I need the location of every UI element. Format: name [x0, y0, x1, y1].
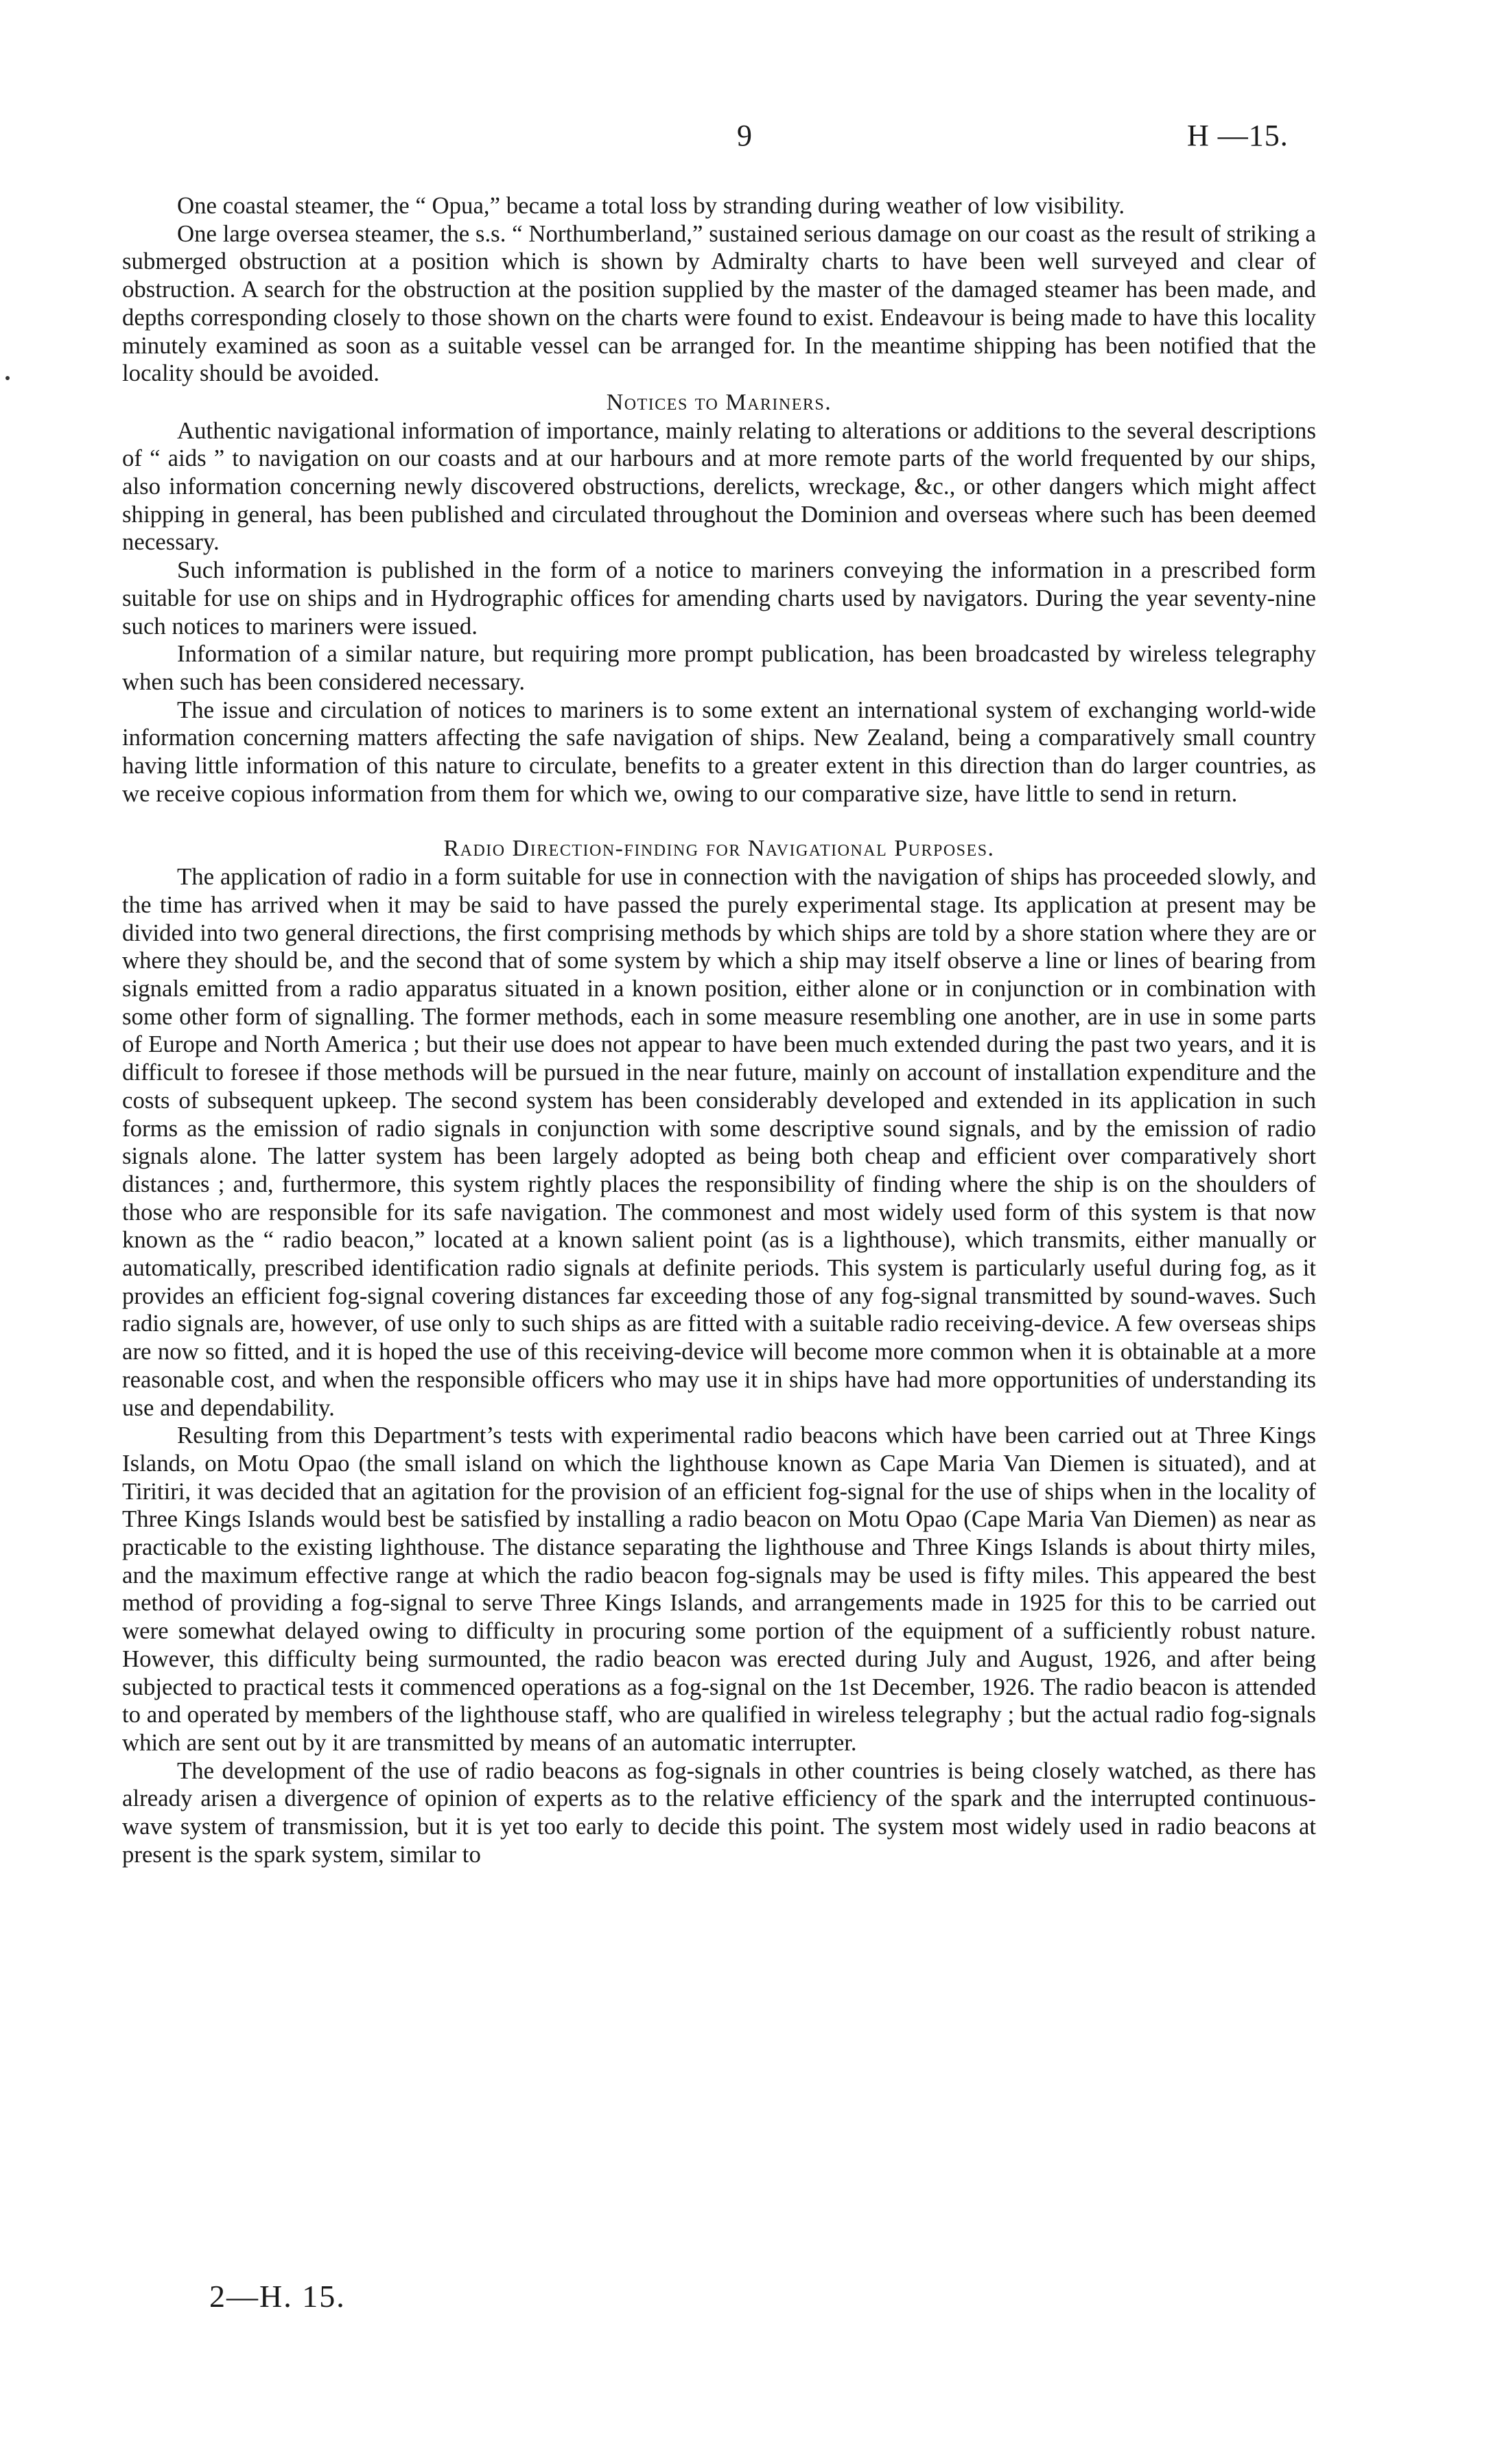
- page-number: 9: [737, 119, 752, 152]
- section-heading-radio: Radio Direction-finding for Navigational Purposes.: [443, 836, 995, 862]
- paragraph-notice-form: Such information is published in the form of a notice to mariners conveying the information in a prescribed form suitable for use on ships and in Hydrographic offices for amending charts used by navigators. During the year seventy-nine such notices to mariners were issued.: [122, 556, 1316, 640]
- paragraph-radio-development: The development of the use of radio beacons as fog-signals in other countries is being closely watched, as there has already arisen a divergence of opinion of experts as to the relative efficiency of the spark and the interrupted continuous-wave system of transmission, but it is yet too early to decide this point. The system most widely used in radio beacons at present is the spark system, similar to: [122, 1757, 1316, 1868]
- paragraph-wireless-broadcast: Information of a similar nature, but requiring more prompt publication, has been broadcasted by wireless telegraphy when such has been considered necessary.: [122, 640, 1316, 695]
- paragraph-radio-beacon-tests: Resulting from this Department’s tests with experimental radio beacons which have been carried out at Three Kings Islands, on Motu Opao (the small island on which the lighthouse known as Cape Maria Van Diemen is situated), and at Tiritiri, it was decided that an agitation for the provision of an efficient fog-signal for the use of ships when in the locality of Three Kings Islands would best be satisfied by installing a radio beacon on Motu Opao (Cape Maria Van Diemen) as near as practicable to the existing lighthouse. The distance separating the lighthouse and Three Kings Islands is about thirty miles, and the maximum effective range at which the radio beacon fog-signals may be used is fifty miles. This appeared the best method of providing a fog-signal to serve Three Kings Islands, and arrangements made in 1925 for this to be carried out were somewhat delayed owing to difficulty in procuring some portion of the equipment of a sufficiently robust nature. However, this difficulty being surmounted, the radio beacon was erected during July and August, 1926, and after being subjected to practical tests it commenced operations as a fog-signal on the 1st December, 1926. The radio beacon is attended to and operated by members of the lighthouse staff, who are qualified in wireless telegraphy ; but the actual radio fog-signals which are sent out by it are transmitted by means of an automatic interrupter.: [122, 1422, 1316, 1756]
- margin-mark: [5, 376, 10, 380]
- body-text: [122, 192, 1316, 1868]
- section-heading-notices: Notices to Mariners.: [606, 389, 832, 415]
- footer-signature: 2—H. 15.: [209, 2279, 346, 2314]
- paragraph-northumberland: One large oversea steamer, the s.s. “ Northumberland,” sustained serious damage on our coast as the result of striking a submerged obstruction at a position which is shown by Admiralty charts to have been well surveyed and clear of obstruction. A search for the obstruction at the position supplied by the master of the damaged steamer has been made, and depths corresponding closely to those shown on the charts were found to exist. Endeavour is being made to have this locality minutely examined as soon as a suitable vessel can be arranged for. In the meantime shipping has been notified that the locality should be avoided.: [122, 220, 1316, 387]
- paragraph-radio-application: The application of radio in a form suitable for use in connection with the navigation of ships has proceeded slowly, and the time has arrived when it may be said to have passed the purely experimental stage. Its application at present may be divided into two general directions, the first comprising methods by which ships are told by a shore station where they are or where they should be, and the second that of some system by which a ship may itself observe a line or lines of bearing from signals emitted from a radio apparatus situated in a known position, either alone or in conjunction or in combination with some other form of signalling. The former methods, each in some measure resembling one another, are in use in some parts of Europe and North America ; but their use does not appear to have been much extended during the past two years, and it is difficult to foresee if those methods will be pursued in the near future, mainly on account of installation expenditure and the costs of subsequent upkeep. The second system has been considerably developed and extended in its application in such forms as the emission of radio signals in conjunction with some descriptive sound signals, and by the emission of radio signals alone. The latter system has been largely adopted as being both cheap and efficient over comparatively short distances ; and, furthermore, this system rightly places the responsibility of finding where the ship is on the shoulders of those who are responsible for its safe navigation. The commonest and most widely used form of this system is that now known as the “ radio beacon,” located at a known salient point (as is a lighthouse), which transmits, either manually or automatically, prescribed identification radio signals at definite periods. This system is particularly useful during fog, as it provides an efficient fog-signal covering distances far exceeding those of any fog-signal transmitted by sound-waves. Such radio signals are, however, of use only to such ships as are fitted with a suitable radio receiving-device. A few overseas ships are now so fitted, and it is hoped the use of this receiving-device will become more common when it is obtainable at a more reasonable cost, and when the responsible officers who may use it in ships have had more opportunities of understanding its use and dependability.: [122, 863, 1316, 1421]
- paragraph-navigational-information: Authentic navigational information of importance, mainly relating to alterations or additions to the several descriptions of “ aids ” to navigation on our coasts and at our harbours and at more remote parts of the world frequented by our ships, also information concerning newly discovered obstructions, derelicts, wreckage, &c., or other dangers which might affect shipping in general, has been published and circulated throughout the Dominion and overseas where such has been deemed necessary.: [122, 416, 1316, 556]
- paragraph-international-exchange: The issue and circulation of notices to mariners is to some extent an international system of exchanging world-wide information concerning matters affecting the safe navigation of ships. New Zealand, being a comparatively small country having little information of this nature to circulate, benefits to a greater extent in this direction than do larger countries, as we receive copious information from them for which we, owing to our comparative size, have little to send in return.: [122, 696, 1316, 807]
- document-reference: H —15.: [1187, 119, 1289, 152]
- paragraph-opua: One coastal steamer, the “ Opua,” became a total loss by stranding during weather of low visibility.: [177, 192, 1125, 219]
